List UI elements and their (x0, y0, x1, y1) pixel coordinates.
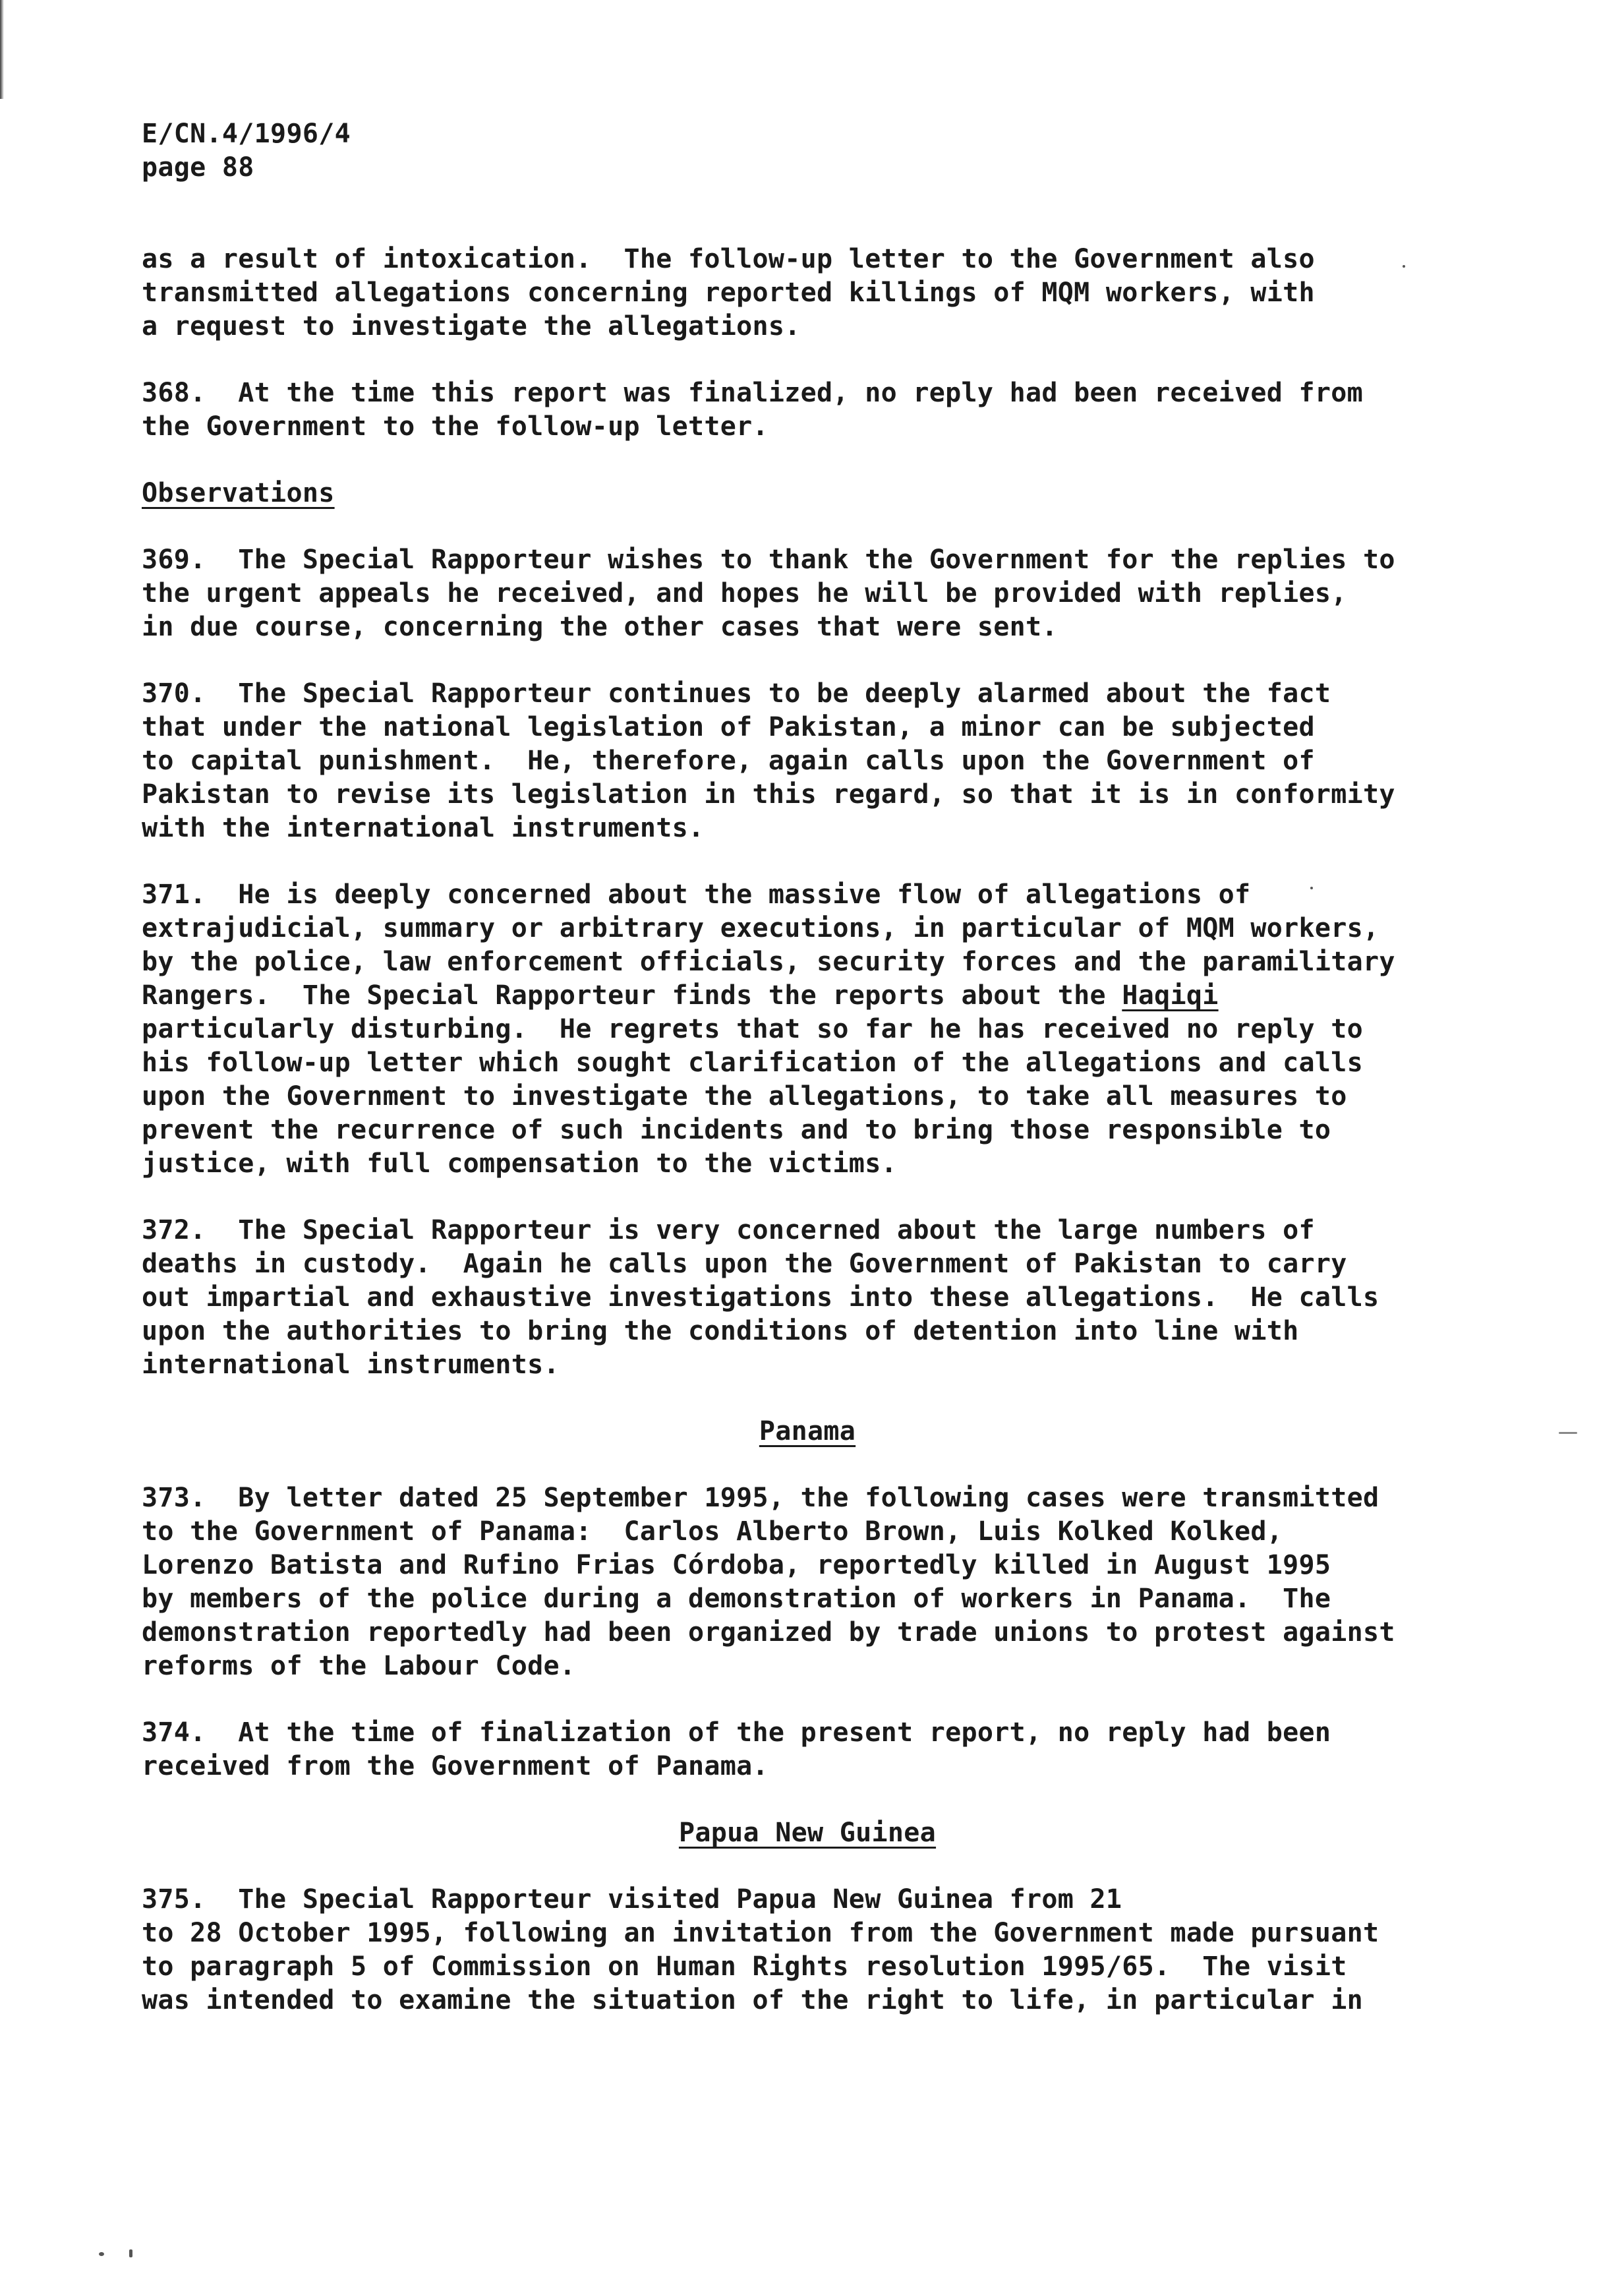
country-heading-papua-new-guinea: Papua New Guinea (678, 1818, 937, 1848)
page-number: page 88 (142, 152, 254, 183)
paragraph-para-372 (142, 1214, 1473, 1382)
scan-speck (1310, 887, 1313, 889)
paragraph-para-368 (142, 376, 1473, 444)
text-line-content: the urgent appeals he received, and hopes he will be provided with replies, (142, 578, 1347, 609)
paragraph-para-369 (142, 543, 1473, 644)
text-line-content: 370. The Special Rapporteur continues to be deeply alarmed about the fact (142, 678, 1331, 709)
text-line-content: as a result of intoxication. The follow-up letter to the Government also (142, 244, 1315, 274)
text-line (142, 812, 1473, 845)
text-line-content: extrajudicial, summary or arbitrary executions, in particular of MQM workers, (142, 913, 1379, 943)
document-page (142, 117, 1473, 2017)
text-line-content: upon the authorities to bring the conditions of detention into line with (142, 1316, 1299, 1346)
text-line (142, 577, 1473, 610)
text-line (142, 945, 1473, 979)
text-line-content: deaths in custody. Again he calls upon the Government of Pakistan to carry (142, 1249, 1347, 1279)
text-line (142, 1883, 1473, 1917)
underlined-term: Haqiqi (1122, 980, 1219, 1011)
text-line-content: Rangers. The Special Rapporteur finds the reports about the (142, 980, 1122, 1011)
document-body (142, 243, 1473, 2017)
text-line (142, 543, 1473, 577)
paragraph-para-374 (142, 1716, 1473, 1783)
text-line-content: his follow-up letter which sought clarification of the allegations and calls (142, 1048, 1364, 1078)
scan-speck (1559, 1432, 1577, 1434)
text-line (142, 1549, 1473, 1582)
text-line (142, 243, 1473, 276)
document-header (142, 117, 1473, 185)
text-line-content: 368. At the time this report was finalized, no reply had been received from (142, 378, 1364, 408)
scan-speck (1403, 265, 1405, 268)
text-line-content: was intended to examine the situation of the right to life, in particular in (142, 1985, 1364, 2015)
text-line (142, 1950, 1473, 1984)
text-line (142, 711, 1473, 744)
text-line (142, 1750, 1473, 1783)
paragraph-para-371 (142, 878, 1473, 1181)
text-line (142, 410, 1473, 444)
paragraph-continuation (142, 243, 1473, 343)
text-line (142, 1013, 1473, 1046)
text-line-content: to 28 October 1995, following an invitation from the Government made pursuant (142, 1918, 1379, 1948)
text-line (142, 310, 1473, 343)
text-line (142, 744, 1473, 778)
text-line-content: Lorenzo Batista and Rufino Frias Córdoba, reportedly killed in August 1995 (142, 1550, 1331, 1580)
paragraph-para-375 (142, 1883, 1473, 2017)
text-line (142, 1114, 1473, 1147)
text-line (142, 1046, 1473, 1080)
text-line (142, 1214, 1473, 1247)
text-line (142, 1147, 1473, 1181)
text-line (142, 1315, 1473, 1348)
text-line-content: prevent the recurrence of such incidents and to bring those responsible to (142, 1115, 1331, 1145)
text-line (142, 912, 1473, 945)
text-line (142, 1281, 1473, 1315)
scan-speck (99, 2252, 104, 2256)
text-line (142, 1348, 1473, 1382)
text-line (142, 1984, 1473, 2017)
text-line (142, 276, 1473, 310)
text-line-content: Pakistan to revise its legislation in this regard, so that it is in conformity (142, 779, 1395, 810)
text-line (142, 979, 1473, 1013)
text-line-content: the Government to the follow-up letter. (142, 411, 768, 442)
text-line (142, 778, 1473, 812)
text-line-content: transmitted allegations concerning reported killings of MQM workers, with (142, 278, 1315, 308)
paragraph-para-370 (142, 677, 1473, 845)
text-line-content: to capital punishment. He, therefore, again calls upon the Government of (142, 746, 1315, 776)
text-line-content: international instruments. (142, 1350, 560, 1380)
text-line-content: out impartial and exhaustive investigations into these allegations. He calls (142, 1282, 1379, 1313)
text-line (142, 610, 1473, 644)
text-line-content: demonstration reportedly had been organized by trade unions to protest against (142, 1617, 1395, 1648)
text-line-content: by the police, law enforcement officials, security forces and the paramilitary (142, 947, 1395, 977)
text-line-content: in due course, concerning the other cases that were sent. (142, 612, 1058, 642)
text-line-content: upon the Government to investigate the allegations, to take all measures to (142, 1081, 1347, 1112)
text-line-content: by members of the police during a demonstration of workers in Panama. The (142, 1584, 1331, 1614)
text-line (142, 1080, 1473, 1114)
section-heading-observations: Observations (142, 478, 335, 508)
text-line (142, 1716, 1473, 1750)
text-line-content: a request to investigate the allegations. (142, 311, 801, 342)
text-line-content: justice, with full compensation to the victims. (142, 1148, 897, 1179)
text-line-content: particularly disturbing. He regrets that so far he has received no reply to (142, 1014, 1364, 1044)
text-line-content: 374. At the time of finalization of the present report, no reply had been (142, 1717, 1331, 1748)
text-line-content: with the international instruments. (142, 813, 705, 843)
text-line-content: 369. The Special Rapporteur wishes to thank the Government for the replies to (142, 545, 1395, 575)
text-line-content: to the Government of Panama: Carlos Alberto Brown, Luis Kolked Kolked, (142, 1516, 1283, 1547)
text-line (142, 1515, 1473, 1549)
text-line-content: 373. By letter dated 25 September 1995, the following cases were transmitted (142, 1483, 1379, 1513)
text-line-content: received from the Government of Panama. (142, 1751, 768, 1781)
text-line (142, 1917, 1473, 1950)
text-line (142, 1582, 1473, 1616)
text-line (142, 376, 1473, 410)
scan-edge-mark (0, 0, 4, 99)
text-line (142, 878, 1473, 912)
text-line (142, 1247, 1473, 1281)
text-line (142, 1616, 1473, 1650)
text-line-content: 371. He is deeply concerned about the massive flow of allegations of (142, 879, 1251, 910)
text-line (142, 1650, 1473, 1683)
country-heading-panama: Panama (759, 1416, 856, 1446)
text-line-content: to paragraph 5 of Commission on Human Rights resolution 1995/65. The visit (142, 1951, 1347, 1982)
text-line-content: reforms of the Labour Code. (142, 1651, 576, 1681)
scan-speck (129, 2249, 132, 2257)
text-line-content: 375. The Special Rapporteur visited Papua New Guinea from 21 (142, 1884, 1122, 1915)
text-line-content: 372. The Special Rapporteur is very concerned about the large numbers of (142, 1215, 1315, 1245)
text-line (142, 1481, 1473, 1515)
paragraph-para-373 (142, 1481, 1473, 1683)
text-line (142, 677, 1473, 711)
text-line-content: that under the national legislation of Pakistan, a minor can be subjected (142, 712, 1315, 742)
document-symbol: E/CN.4/1996/4 (142, 119, 351, 149)
